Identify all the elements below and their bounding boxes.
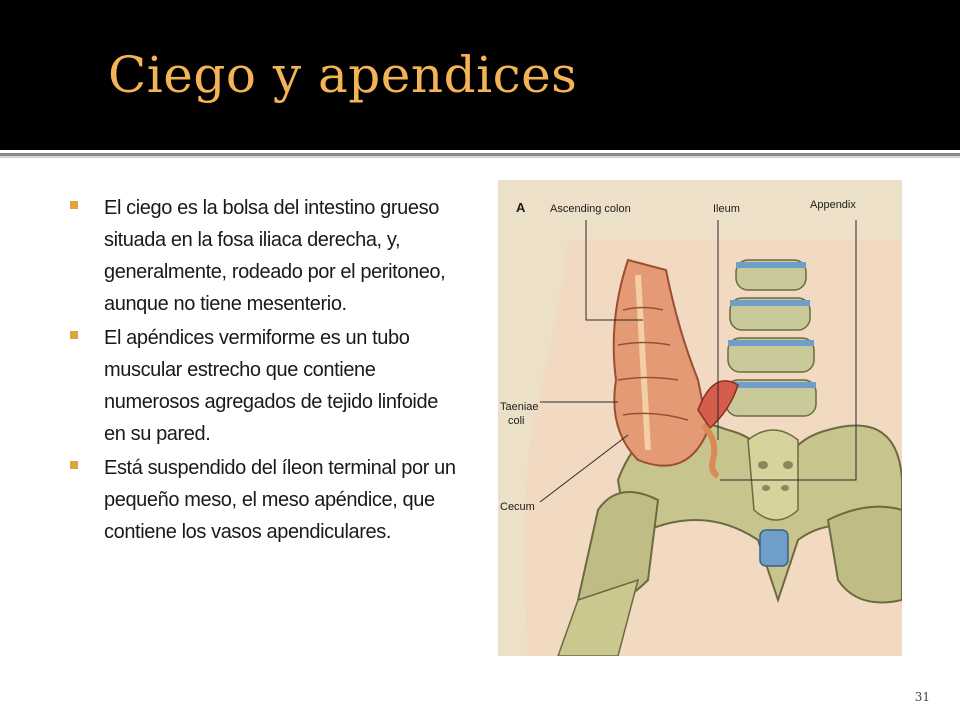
anatomy-illustration xyxy=(498,180,902,656)
title-bar xyxy=(0,0,960,150)
label-ileum: Ileum xyxy=(713,203,740,215)
square-bullet-icon xyxy=(70,461,78,469)
square-bullet-icon xyxy=(70,331,78,339)
label-coli: coli xyxy=(508,415,525,427)
slide-title: Ciego y apendices xyxy=(108,46,578,104)
panel-letter: A xyxy=(516,200,526,215)
bullet-list xyxy=(70,192,460,550)
lumbar-spine xyxy=(726,260,816,416)
bullet-item xyxy=(70,192,460,320)
label-cecum: Cecum xyxy=(500,501,535,513)
page-number: 31 xyxy=(914,690,930,704)
title-divider-highlight xyxy=(0,156,960,158)
bullet-item xyxy=(70,322,460,450)
label-ascending-colon: Ascending colon xyxy=(550,203,631,215)
label-taeniae: Taeniae xyxy=(500,401,539,413)
bullet-text: El apéndices vermiforme es un tubo muscular estrecho que contiene numerosos agregados de tejido linfoide en su pared. xyxy=(104,327,438,445)
bullet-item xyxy=(70,452,460,548)
bullet-text: El ciego es la bolsa del intestino grueso situada en la fosa iliaca derecha, y, generalmente, rodeado por el peritoneo, aunque no tiene mesenterio. xyxy=(104,197,446,315)
square-bullet-icon xyxy=(70,201,78,209)
bullet-text: Está suspendido del íleon terminal por un pequeño meso, el meso apéndice, que contiene los vasos apendiculares. xyxy=(104,457,456,543)
label-appendix: Appendix xyxy=(810,199,856,211)
